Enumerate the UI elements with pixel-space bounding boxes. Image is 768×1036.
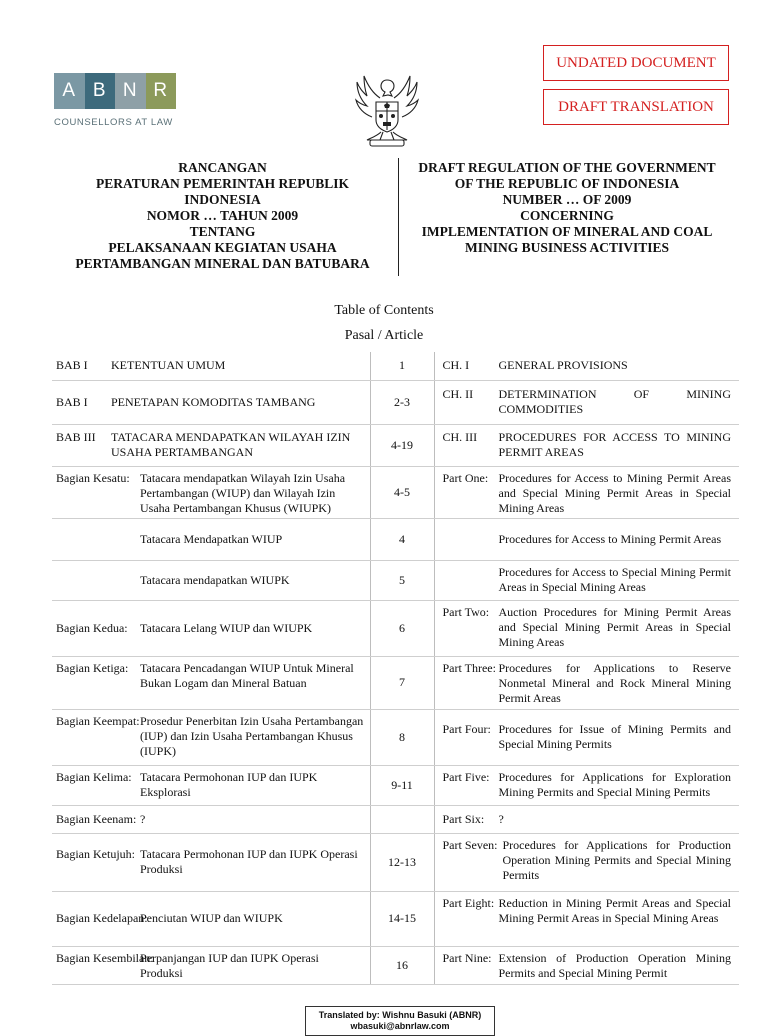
page-number: 14-15 [370,891,434,946]
left-text: Tatacara Pencadangan WIUP Untuk Mineral Bukan Logam dan Mineral Batuan [140,660,354,690]
left-text: Prosedur Penerbitan Izin Usaha Pertambangan (IUP) dan Izin Usaha Pertambangan Khusus (IUPK) [140,713,364,758]
table-row [52,946,739,984]
left-label: Bagian Kedelapan: [56,911,148,925]
table-row [52,352,739,380]
right-text: DETERMINATION OF MINING COMMODITIES [498,387,731,416]
left-label: Bagian Ketujuh: [56,847,135,861]
right-text: Procedures for Applications for Exploration Mining Permits and Special Mining Permits [498,770,731,799]
table-row [52,709,739,765]
title-line: TENTANG [189,224,256,239]
logo-letter-b: B [85,73,116,109]
left-text: Tatacara mendapatkan Wilayah Izin Usaha Pertambangan (WIUP) dan Wilayah Izin Usaha Pertambangan Khusus (WIUPK) [140,470,346,515]
title-line: PELAKSANAAN KEGIATAN USAHA [108,240,337,255]
right-label: Part Four: [442,722,491,736]
left-text: TATACARA MENDAPATKAN WILAYAH IZIN USAHA PERTAMBANGAN [111,430,351,459]
left-text: Tatacara Permohonan IUP dan IUPK Eksplorasi [140,770,318,799]
table-row [52,765,739,805]
right-label: Part Six: [442,811,485,826]
title-line: CONCERNING [520,208,614,223]
page-number: 12-13 [370,833,434,891]
logo-letter-a: A [54,73,85,109]
table-row [52,600,739,656]
title-line: NOMOR … TAHUN 2009 [146,208,299,223]
right-text: ? [498,811,504,826]
left-text: Tatacara Lelang WIUP dan WIUPK [140,620,313,635]
page-number: 5 [370,560,434,600]
right-text: Procedures for Applications for Production Operation Mining Permits and Special Mining Permits [502,837,731,882]
left-text: PENETAPAN KOMODITAS TAMBANG [111,394,316,409]
right-label: Part One: [442,470,489,485]
right-label: CH. II [442,387,474,401]
left-text: Penciutan WIUP dan WIUPK [140,911,283,925]
page-number: 4-5 [370,466,434,518]
title-line: RANCANGAN [178,160,267,175]
title-line: OF THE REPUBLIC OF INDONESIA [454,176,680,191]
table-row [52,656,739,709]
abnr-logo [54,73,176,128]
page-number [370,805,434,833]
page-number: 4 [370,518,434,560]
toc-table [52,352,739,985]
right-label: Part Eight: [442,895,495,910]
right-text: Procedures for Issue of Mining Permits and Special Mining Permits [498,722,731,751]
left-text: Perpanjangan IUP dan IUPK Operasi Produksi [140,950,319,980]
page-number: 7 [370,656,434,709]
right-text: GENERAL PROVISIONS [498,358,628,373]
right-text: Procedures for Access to Special Mining Permit Areas in Special Mining Areas [498,565,731,594]
draft-translation-stamp: DRAFT TRANSLATION [543,89,729,125]
title-divider [398,158,399,276]
translator-footer [305,1006,495,1036]
table-row [52,518,739,560]
right-text: Reduction in Mining Permit Areas and Special Mining Permit Areas in Special Mining Areas [498,895,731,925]
page-number: 8 [370,709,434,765]
undated-document-stamp: UNDATED DOCUMENT [543,45,729,81]
left-label: BAB I [56,358,88,373]
page-number: 4-19 [370,424,434,466]
right-text: PROCEDURES FOR ACCESS TO MINING PERMIT AREAS [498,430,731,459]
right-label: CH. III [442,430,478,444]
page-number: 2-3 [370,380,434,424]
left-label [56,532,140,547]
left-label: Bagian Kedua: [56,620,128,635]
table-row [52,560,739,600]
translator-email: wbasuki@abnrlaw.com [350,1021,450,1031]
title-line: NUMBER … OF 2009 [502,192,632,207]
title-line: PERTAMBANGAN MINERAL DAN BATUBARA [75,256,370,271]
left-text: KETENTUAN UMUM [111,358,226,373]
right-label: CH. I [442,358,470,373]
page-number: 6 [370,600,434,656]
title-indonesian [55,160,390,272]
left-text: Tatacara Mendapatkan WIUP [140,531,283,546]
table-row [52,380,739,424]
translator-credit: Translated by: Wishnu Basuki (ABNR) [318,1010,482,1020]
right-label: Part Two: [442,604,490,619]
left-text: ? [140,811,146,826]
logo-letter-r: R [146,73,177,109]
table-row [52,424,739,466]
toc-title: Table of Contents [334,303,434,318]
left-label: Bagian Kelima: [56,770,132,784]
left-text: Tatacara mendapatkan WIUPK [140,572,290,587]
left-text: Tatacara Permohonan IUP dan IUPK Operasi Produksi [140,847,358,876]
title-line: PERATURAN PEMERINTAH REPUBLIK [95,176,349,191]
logo-tagline: COUNSELLORS AT LAW [54,117,173,128]
title-english [406,160,728,256]
title-line: IMPLEMENTATION OF MINERAL AND COAL [421,224,713,239]
left-label: BAB I [56,394,88,409]
title-line: DRAFT REGULATION OF THE GOVERNMENT [418,160,716,175]
table-row [52,833,739,891]
page-number: 1 [370,352,434,380]
left-label: Bagian Keempat: [56,713,140,728]
table-row [52,891,739,946]
right-text: Procedures for Access to Mining Permit Areas [498,531,722,546]
right-text: Procedures for Applications to Reserve Nonmetal Mineral and Rock Mineral Mining Permit Areas [498,660,731,705]
title-line: INDONESIA [184,192,261,207]
right-label [443,565,499,595]
toc-subtitle: Pasal / Article [344,328,424,343]
right-text: Procedures for Access to Mining Permit Areas and Special Mining Permit Areas in Special Mining Areas [498,470,731,515]
right-label: Part Three: [442,660,496,675]
left-label: Bagian Ketiga: [56,660,129,675]
page-number: 16 [370,946,434,984]
page-number: 9-11 [370,765,434,805]
right-text: Extension of Production Operation Mining Permits and Special Mining Permit [498,950,731,980]
right-label [443,532,499,547]
table-row [52,805,739,833]
left-label [56,573,140,588]
logo-letter-n: N [115,73,146,109]
garuda-emblem-icon [350,72,424,152]
left-label: Bagian Kesatu: [56,470,130,485]
right-label: Part Five: [442,770,490,784]
right-label: Part Nine: [442,950,492,965]
title-line: MINING BUSINESS ACTIVITIES [464,240,670,255]
right-label: Part Seven: [442,837,498,852]
left-label: Bagian Kesembilan: [56,950,154,965]
table-row [52,466,739,518]
right-text: Auction Procedures for Mining Permit Areas and Special Mining Permit Areas in Special Mining Areas [498,604,731,649]
left-label: BAB III [56,430,96,444]
left-label: Bagian Keenam: [56,811,137,826]
